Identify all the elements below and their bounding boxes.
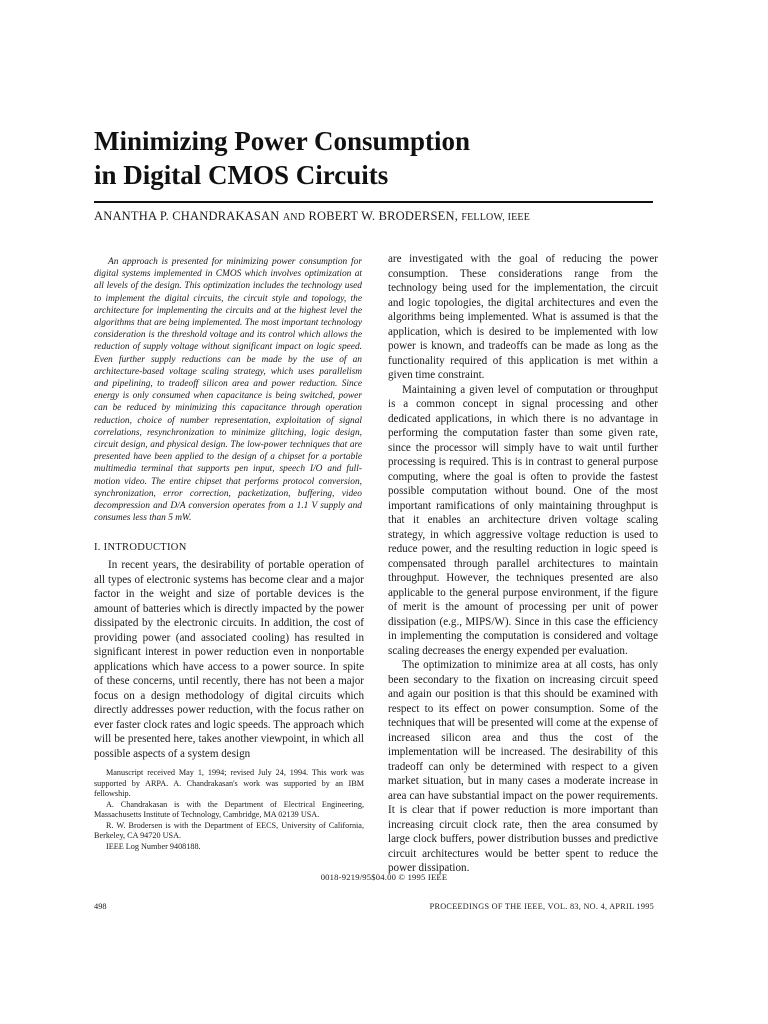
author-line [94, 208, 654, 226]
paper-title [94, 124, 694, 192]
intro-paragraph: In recent years, the desirability of portable operation of all types of electronic systems has become clear and a major factor in the weight and size of portable devices is the amount of batteries which is directly impacted by the power dissipated by the electronic circuits. In addition, the cost of providing power (and associated cooling) has resulted in significant interest in power reduction even in nonportable applications which have access to a power source. In spite of these concerns, until recently, there has not been a major focus on a design methodology of digital circuits which directly addresses power reduction, with the focus rather on ever faster clock rates and logic speeds. The approach which will be presented here, takes another viewpoint, in which all possible aspects of a system design [94, 559, 364, 760]
page-number: 498 [94, 902, 107, 911]
author-1: ANANTHA P. CHANDRAKASAN [94, 209, 280, 223]
right-paragraph-2: Maintaining a given level of computation or throughput is a common concept in signal processing and other dedicated applications, in which there is no advantage in performing the computation faster than some given rate, since the processor will simply have to wait until further processing is required. This is in contrast to general purpose computing, where the goal is often to provide the fastest possible computation without bound. One of the most important ramifications of only maintaining throughput is that it enables an architecture driven voltage scaling strategy, in which aggressive voltage reduction is used to reduce power, and the resulting reduction in logic speed is compensated through parallel architectures to maintain throughput. However, the techniques presented are also applicable to the general purpose environment, if the figure of merit is the amount of processing per unit of power dissipation (e.g., MIPS/W). Since in this case the efficiency in implementing the computation is considered and voltage scaling decreases the energy expended per evaluation. [388, 383, 658, 657]
author-2: ROBERT W. BRODERSEN, [308, 209, 459, 223]
title-line-2: in Digital CMOS Circuits [94, 160, 389, 190]
footnote-author-2: R. W. Brodersen is with the Department of EECS, University of California, Berkeley, CA 94720 USA. [94, 820, 364, 840]
journal-citation: PROCEEDINGS OF THE IEEE, VOL. 83, NO. 4, APRIL 1995 [429, 902, 654, 911]
right-paragraph-3: The optimization to minimize area at all costs, has only been secondary to the fixation on increasing circuit speed and again our position is that this should be examined with respect to its effect on power consumption. Some of the techniques that will be presented will come at the expense of increased silicon area and thus the cost of the implementation will be increased. The desirability of this tradeoff can only be determined with respect to a given market situation, but in many cases a moderate increase in area can have substantial impact on the power requirements. It is clear that if power reduction is more important than increasing circuit clock rate, then the area consumed by large clock buffers, power distribution busses and predictive circuit architectures would be better spent to reduce the power dissipation. [388, 659, 658, 874]
title-rule [94, 201, 653, 203]
section-heading: I. INTRODUCTION [94, 542, 187, 553]
abstract: An approach is presented for minimizing power consumption for digital systems implemented in CMOS which involves optimization at all levels of the design. This optimization includes the technology used to implement the digital circuits, the circuit style and topology, the architecture for implementing the circuits and at the highest level the algorithms that are being implemented. The most important technology consideration is the threshold voltage and its control which allows the reduction of supply voltage without significant impact on logic speed. Even further supply reductions can be made by the use of an architecture-based voltage scaling strategy, which uses parallelism and pipelining, to tradeoff silicon area and power reduction. Since energy is only consumed when capacitance is being switched, power can be reduced by minimizing this capacitance through operation reduction, choice of number representation, exploitation of signal correlations, resynchronization to minimize glitching, logic design, circuit design, and physical design. The low-power techniques that are presented have been applied to the design of a chipset for a portable multimedia terminal that supports pen input, speech I/O and full-motion video. The entire chipset that performs protocol conversion, synchronization, error correction, packetization, buffering, video decompression and D/A conversion operates from a 1.1 V supply and consumes less than 5 mW. [94, 257, 362, 524]
right-paragraph-1: are investigated with the goal of reducing the power consumption. These considerations range from the technology being used for the implementation, the circuit and logic topologies, the digital architectures and even the algorithms being implemented. What is assumed is that the application, which is desired to be implemented with low power is known, and tradeoffs can be made as long as the functionality required of this application is met within a given time constraint. [388, 253, 658, 381]
footnote-manuscript: Manuscript received May 1, 1994; revised July 24, 1994. This work was supported by ARPA. A. Chandrakasan's work was supported by an IBM fellowship. [94, 768, 364, 798]
footnote-author-1: A. Chandrakasan is with the Department of Electrical Engineering, Massachusetts Institute of Technology, Cambridge, MA 02139 USA. [94, 799, 364, 819]
author-conjunction: AND [282, 212, 306, 223]
right-column [388, 252, 658, 876]
footnotes [94, 768, 364, 852]
author-2-grade: FELLOW, IEEE [461, 212, 531, 223]
intro-section [94, 558, 364, 761]
copyright-line: 0018-9219/95$04.00 © 1995 IEEE [320, 872, 448, 882]
footnote-log-number: IEEE Log Number 9408188. [106, 841, 201, 851]
title-line-1: Minimizing Power Consumption [94, 126, 471, 156]
